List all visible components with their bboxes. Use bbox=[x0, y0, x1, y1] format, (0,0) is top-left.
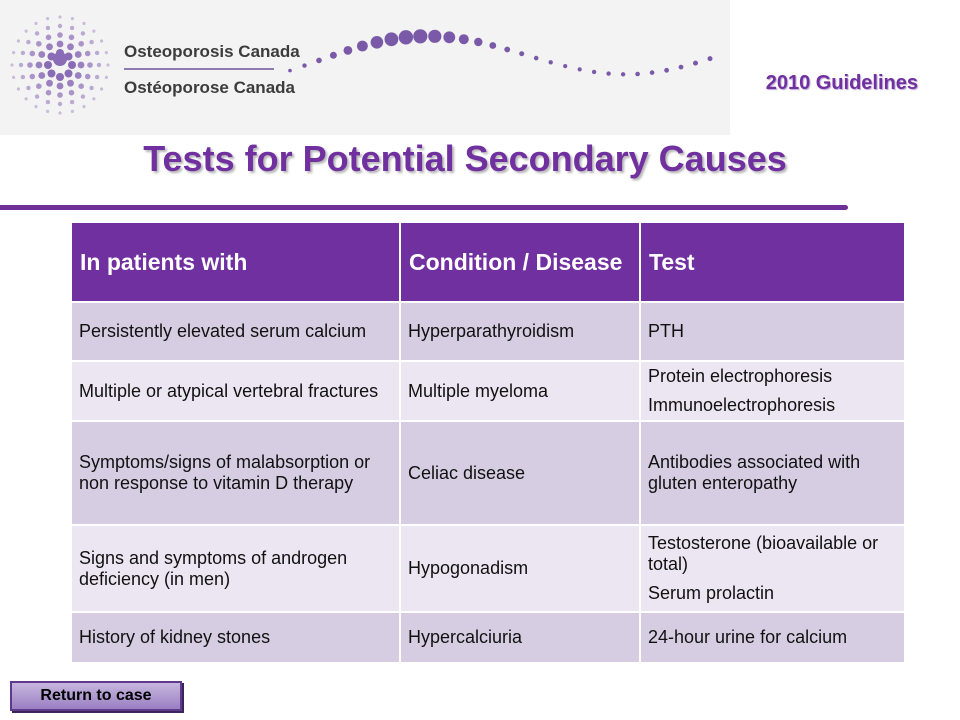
cell-condition: Hypercalciuria bbox=[400, 612, 640, 662]
test-line: PTH bbox=[648, 321, 684, 342]
header-test: Test bbox=[640, 223, 904, 302]
cell-patients: History of kidney stones bbox=[72, 612, 400, 662]
header-patients: In patients with bbox=[72, 223, 400, 302]
cell-condition: Celiac disease bbox=[400, 421, 640, 525]
table-row bbox=[72, 525, 904, 612]
table-row bbox=[72, 361, 904, 421]
table-row bbox=[72, 612, 904, 662]
return-to-case-button[interactable]: Return to case bbox=[10, 681, 182, 711]
osteoporosis-canada-logo bbox=[0, 0, 730, 135]
cell-test bbox=[640, 421, 904, 525]
cell-test bbox=[640, 361, 904, 421]
cell-condition: Hyperparathyroidism bbox=[400, 302, 640, 361]
table-header-row bbox=[72, 223, 904, 302]
test-line: 24-hour urine for calcium bbox=[648, 627, 848, 648]
cell-condition: Hypogonadism bbox=[400, 525, 640, 612]
guidelines-label: 2010 Guidelines bbox=[765, 72, 918, 94]
cell-patients: Multiple or atypical vertebral fractures bbox=[72, 361, 400, 421]
test-line: Testosterone (bioavailable or total) bbox=[648, 533, 879, 575]
header-condition: Condition / Disease bbox=[400, 223, 640, 302]
logo-divider bbox=[124, 68, 274, 70]
test-line: Antibodies associated with gluten enteropathy bbox=[648, 452, 861, 493]
cell-patients: Signs and symptoms of androgen deficiency (in men) bbox=[72, 525, 400, 612]
header-band bbox=[0, 0, 730, 135]
table-row bbox=[72, 302, 904, 361]
test-line: Serum prolactin bbox=[648, 582, 775, 603]
table-row bbox=[72, 421, 904, 525]
test-line: Immunoelectrophoresis bbox=[648, 395, 836, 415]
page-title: Tests for Potential Secondary Causes bbox=[143, 138, 787, 179]
cell-test bbox=[640, 525, 904, 612]
secondary-causes-table bbox=[72, 223, 904, 662]
cell-condition: Multiple myeloma bbox=[400, 361, 640, 421]
cell-patients: Persistently elevated serum calcium bbox=[72, 302, 400, 361]
org-name-en: Osteoporosis Canada bbox=[124, 42, 300, 61]
cell-test bbox=[640, 302, 904, 361]
test-line: Protein electrophoresis bbox=[648, 366, 833, 387]
cell-patients: Symptoms/signs of malabsorption or non response to vitamin D therapy bbox=[72, 421, 400, 525]
org-name-fr: Ostéoporose Canada bbox=[124, 78, 295, 97]
title-divider bbox=[0, 205, 848, 210]
cell-test bbox=[640, 612, 904, 662]
